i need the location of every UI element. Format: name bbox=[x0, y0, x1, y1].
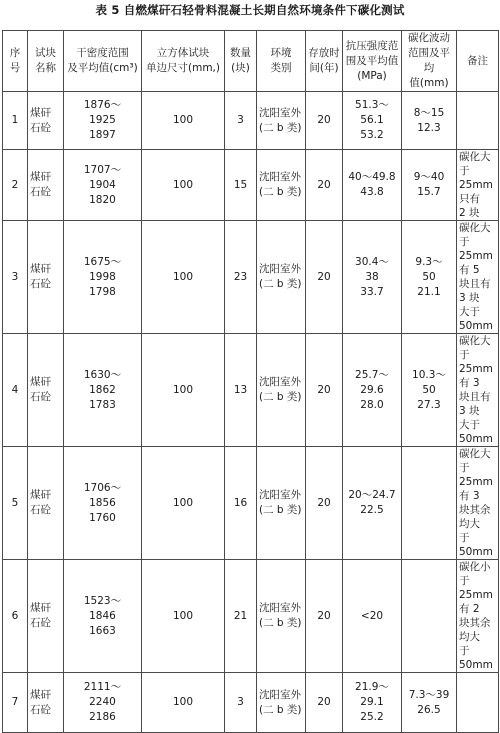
cell-environment: 沈阳室外 (二 b 类) bbox=[257, 673, 306, 733]
cell-carbonation: 10.3～ 50 27.3 bbox=[402, 334, 457, 447]
header-remarks: 备注 bbox=[457, 31, 499, 92]
cell-density: 1707～ 1904 1820 bbox=[64, 150, 142, 221]
table-row bbox=[3, 221, 499, 334]
header-quantity: 数量 (块) bbox=[225, 31, 257, 92]
cell-years: 20 bbox=[306, 92, 343, 150]
cell-quantity: 16 bbox=[225, 447, 257, 560]
cell-years: 20 bbox=[306, 221, 343, 334]
cell-environment: 沈阳室外 (二 b 类) bbox=[257, 560, 306, 673]
cell-carbonation: 9.3～ 50 21.1 bbox=[402, 221, 457, 334]
cell-density: 2111～ 2240 2186 bbox=[64, 673, 142, 733]
cell-strength: 20～24.7 22.5 bbox=[343, 447, 402, 560]
header-specimen: 试块 名称 bbox=[28, 31, 64, 92]
cell-quantity: 13 bbox=[225, 334, 257, 447]
header-no: 序 号 bbox=[3, 31, 28, 92]
cell-quantity: 23 bbox=[225, 221, 257, 334]
cell-years: 20 bbox=[306, 447, 343, 560]
cell-density: 1523～ 1846 1663 bbox=[64, 560, 142, 673]
cell-remarks: 碳化大于 25mm 只有 2 块 bbox=[457, 150, 499, 221]
cell-environment: 沈阳室外 (二 b 类) bbox=[257, 447, 306, 560]
cell-size: 100 bbox=[142, 334, 225, 447]
cell-carbonation bbox=[402, 447, 457, 560]
cell-size: 100 bbox=[142, 673, 225, 733]
cell-no: 5 bbox=[3, 447, 28, 560]
cell-specimen: 煤矸 石砼 bbox=[28, 334, 64, 447]
header-size: 立方体试块 单边尺寸(mm,) bbox=[142, 31, 225, 92]
cell-quantity: 21 bbox=[225, 560, 257, 673]
cell-carbonation: 9～40 15.7 bbox=[402, 150, 457, 221]
cell-no: 3 bbox=[3, 221, 28, 334]
table-row bbox=[3, 560, 499, 673]
cell-specimen: 煤矸 石砼 bbox=[28, 673, 64, 733]
header-row bbox=[3, 31, 499, 92]
cell-no: 4 bbox=[3, 334, 28, 447]
cell-years: 20 bbox=[306, 334, 343, 447]
cell-no: 2 bbox=[3, 150, 28, 221]
cell-no: 7 bbox=[3, 673, 28, 733]
cell-environment: 沈阳室外 (二 b 类) bbox=[257, 221, 306, 334]
header-carbonation: 碳化波动 范围及平均 值(mm) bbox=[402, 31, 457, 92]
cell-quantity: 3 bbox=[225, 92, 257, 150]
cell-size: 100 bbox=[142, 447, 225, 560]
cell-years: 20 bbox=[306, 560, 343, 673]
cell-strength: 25.7～ 29.6 28.0 bbox=[343, 334, 402, 447]
cell-remarks bbox=[457, 92, 499, 150]
header-strength: 抗压强度范 围及平均值 (MPa) bbox=[343, 31, 402, 92]
cell-size: 100 bbox=[142, 150, 225, 221]
cell-carbonation bbox=[402, 560, 457, 673]
cell-specimen: 煤矸 石砼 bbox=[28, 560, 64, 673]
cell-density: 1876～ 1925 1897 bbox=[64, 92, 142, 150]
carbonation-test-table bbox=[2, 30, 499, 733]
cell-strength: 21.9～ 29.1 25.2 bbox=[343, 673, 402, 733]
cell-density: 1675～ 1998 1798 bbox=[64, 221, 142, 334]
cell-density: 1630～ 1862 1783 bbox=[64, 334, 142, 447]
table-row bbox=[3, 92, 499, 150]
cell-strength: <20 bbox=[343, 560, 402, 673]
cell-specimen: 煤矸 石砼 bbox=[28, 92, 64, 150]
cell-quantity: 15 bbox=[225, 150, 257, 221]
table-row bbox=[3, 447, 499, 560]
cell-strength: 30.4～ 38 33.7 bbox=[343, 221, 402, 334]
cell-size: 100 bbox=[142, 221, 225, 334]
cell-specimen: 煤矸 石砼 bbox=[28, 150, 64, 221]
cell-remarks bbox=[457, 673, 499, 733]
cell-environment: 沈阳室外 (二 b 类) bbox=[257, 92, 306, 150]
cell-carbonation: 8～15 12.3 bbox=[402, 92, 457, 150]
table-row bbox=[3, 673, 499, 733]
cell-no: 1 bbox=[3, 92, 28, 150]
cell-strength: 51.3～ 56.1 53.2 bbox=[343, 92, 402, 150]
cell-environment: 沈阳室外 (二 b 类) bbox=[257, 150, 306, 221]
cell-remarks: 碳化小于 25mm 有 2 块其余均大 于 50mm bbox=[457, 560, 499, 673]
cell-carbonation: 7.3～39 26.5 bbox=[402, 673, 457, 733]
cell-specimen: 煤矸 石砼 bbox=[28, 447, 64, 560]
cell-years: 20 bbox=[306, 150, 343, 221]
cell-density: 1706～ 1856 1760 bbox=[64, 447, 142, 560]
header-environment: 环境 类别 bbox=[257, 31, 306, 92]
cell-size: 100 bbox=[142, 560, 225, 673]
cell-size: 100 bbox=[142, 92, 225, 150]
header-years: 存放时 间(年) bbox=[306, 31, 343, 92]
cell-no: 6 bbox=[3, 560, 28, 673]
table-title: 表 5 自燃煤矸石轻骨料混凝土长期自然环境条件下碳化测试 bbox=[95, 3, 405, 17]
cell-strength: 40～49.8 43.8 bbox=[343, 150, 402, 221]
cell-years: 20 bbox=[306, 673, 343, 733]
cell-remarks: 碳化大于 25mm 有 3 块其余均大 于 50mm bbox=[457, 447, 499, 560]
cell-remarks: 碳化大于 25mm 有 5 块且有 3 块 大于 50mm bbox=[457, 221, 499, 334]
cell-environment: 沈阳室外 (二 b 类) bbox=[257, 334, 306, 447]
table-row bbox=[3, 334, 499, 447]
table-row bbox=[3, 150, 499, 221]
cell-remarks: 碳化大于 25mm 有 3 块且有 3 块 大于 50mm bbox=[457, 334, 499, 447]
header-density: 干密度范围 及平均值(cm³) bbox=[64, 31, 142, 92]
cell-quantity: 3 bbox=[225, 673, 257, 733]
cell-specimen: 煤矸 石砼 bbox=[28, 221, 64, 334]
